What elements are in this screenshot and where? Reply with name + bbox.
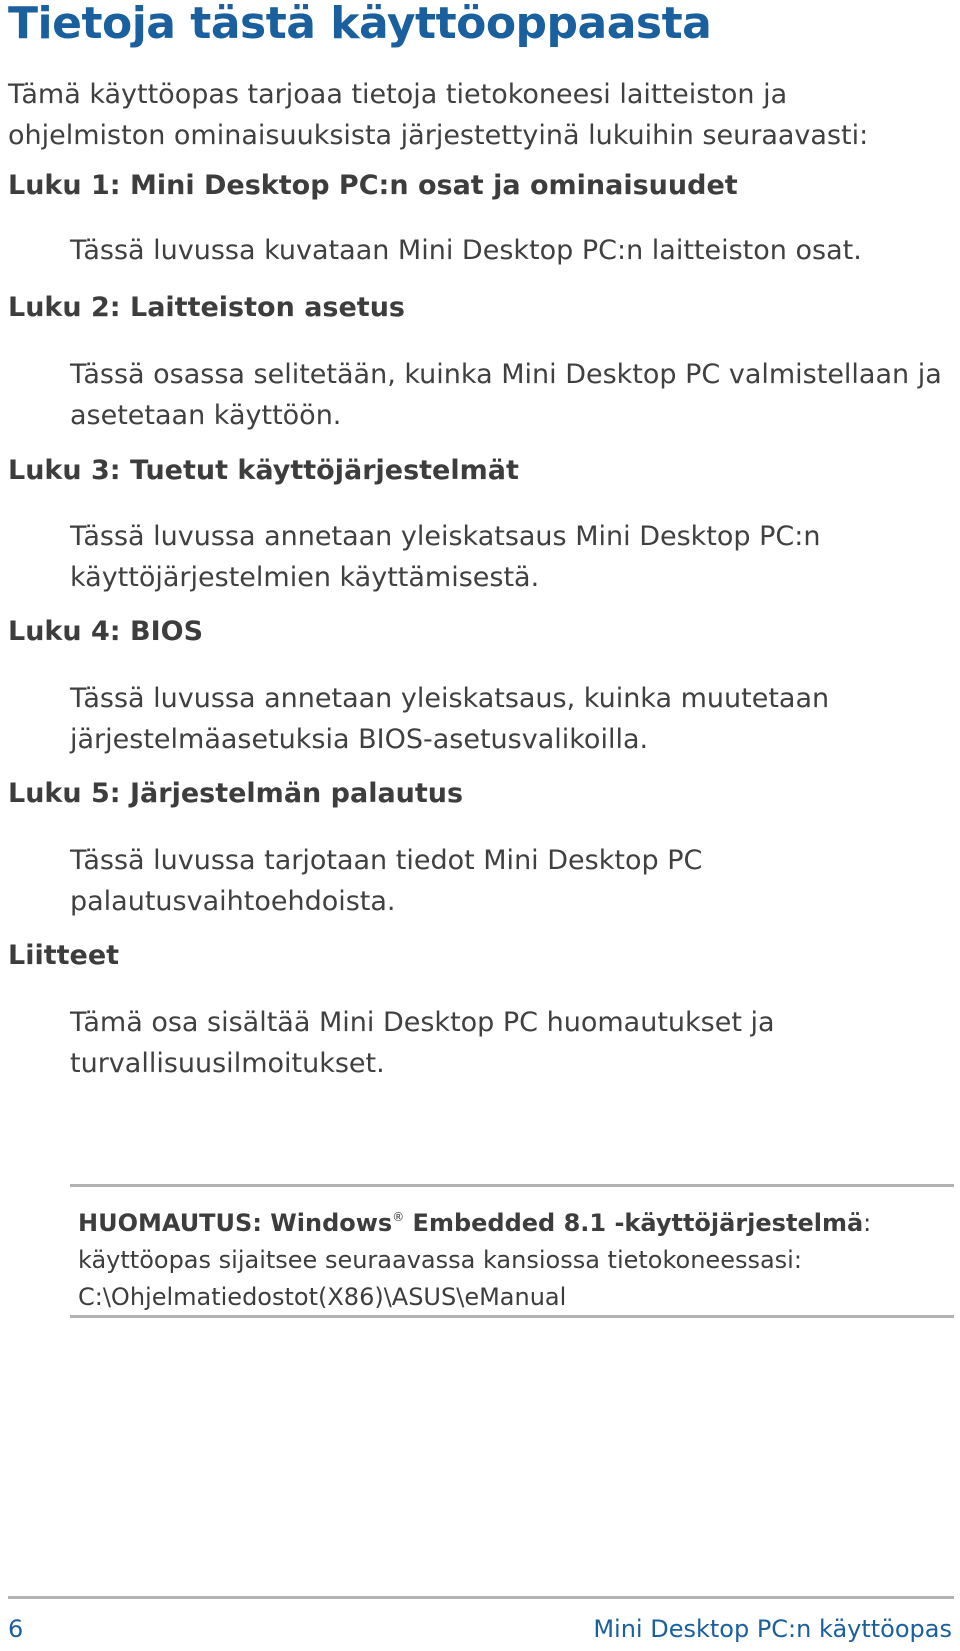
note-label-os: Embedded 8.1 -käyttöjärjestelmä — [404, 1209, 864, 1237]
page-title: Tietoja tästä käyttöoppaasta — [8, 0, 712, 49]
footer-page-number: 6 — [8, 1615, 24, 1643]
chapter-5-description: Tässä luvussa tarjotaan tiedot Mini Desktop PC palautusvaihtoehdoista. — [70, 845, 703, 917]
footer-manual-title: Mini Desktop PC:n käyttöopas — [593, 1615, 952, 1643]
note-path: C:\Ohjelmatiedostot(X86)\ASUS\eManual — [78, 1283, 567, 1311]
chapter-1-description: Tässä luvussa kuvataan Mini Desktop PC:n laitteiston osat. — [70, 235, 862, 266]
note-box — [70, 1184, 954, 1318]
note-text: käyttöopas sijaitsee seuraavassa kansiossa tietokoneessasi: — [78, 1246, 802, 1274]
chapter-2-heading: Luku 2: Laitteiston asetus — [8, 292, 405, 323]
footer-divider — [8, 1596, 954, 1599]
note-label-colon: : — [863, 1209, 872, 1237]
chapter-4-description: Tässä luvussa annetaan yleiskatsaus, kuinka muutetaan järjestelmäasetuksia BIOS-asetusvalikoilla. — [70, 683, 830, 755]
chapter-2-description: Tässä osassa selitetään, kuinka Mini Desktop PC valmistellaan ja asetetaan käyttöön. — [70, 359, 942, 431]
note-label — [78, 1209, 863, 1237]
chapter-5-heading: Luku 5: Järjestelmän palautus — [8, 778, 464, 809]
intro-paragraph: Tämä käyttöopas tarjoaa tietoja tietokoneesi laitteiston ja ohjelmiston ominaisuuksista järjestettyinä lukuihin seuraavasti: — [8, 79, 869, 151]
appendix-description: Tämä osa sisältää Mini Desktop PC huomautukset ja turvallisuusilmoitukset. — [70, 1007, 775, 1079]
chapter-1-heading: Luku 1: Mini Desktop PC:n osat ja ominaisuudet — [8, 170, 738, 201]
note-label-windows: HUOMAUTUS: Windows — [78, 1209, 393, 1237]
appendix-heading: Liitteet — [8, 940, 120, 971]
chapter-4-heading: Luku 4: BIOS — [8, 616, 204, 647]
chapter-3-heading: Luku 3: Tuetut käyttöjärjestelmät — [8, 455, 519, 486]
registered-mark: ® — [392, 1210, 405, 1224]
note-label-line — [78, 1199, 954, 1242]
chapter-3-description: Tässä luvussa annetaan yleiskatsaus Mini Desktop PC:n käyttöjärjestelmien käyttämisestä. — [70, 521, 821, 593]
